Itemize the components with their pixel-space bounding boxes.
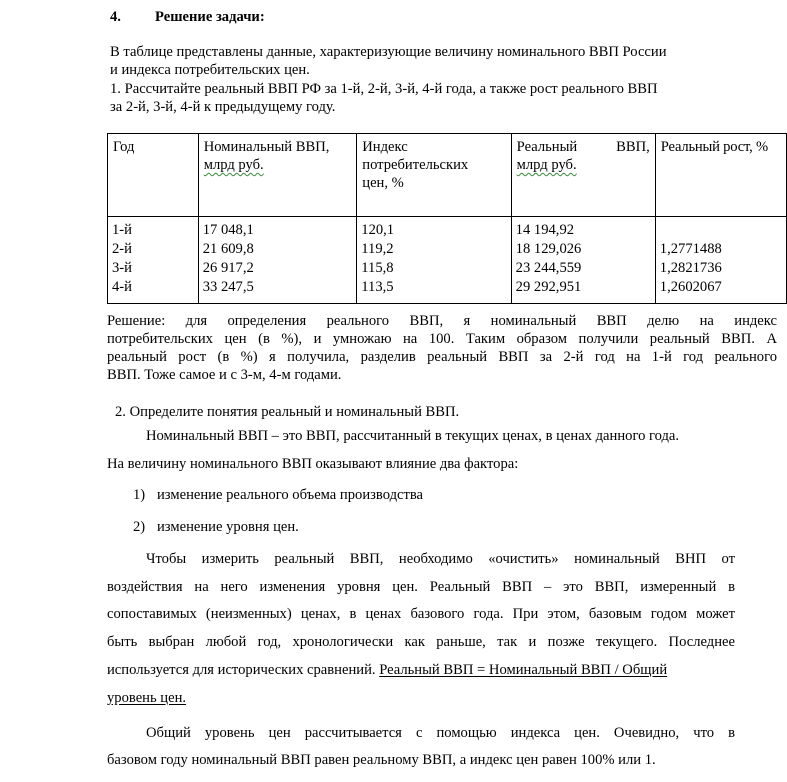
- last-line-2: базовом году номинальный ВВП равен реальному ВВП, а индекс цен равен 100% или 1.: [107, 752, 656, 768]
- col-nominal: 17 048,1 21 609,8 26 917,2 33 247,5: [198, 217, 357, 304]
- para-line-5: используется для исторических сравнений. Реальный ВВП = Номинальный ВВП / Общий: [107, 662, 668, 678]
- task2-p2: На величину номинального ВВП оказывают влияние два фактора:: [107, 456, 519, 472]
- para-line-2: воздействия на него изменения уровня цен. Реальный ВВП – это ВВП, измеренный в: [107, 579, 735, 595]
- header-real: Реальный ВВП, млрд руб.: [511, 134, 655, 217]
- para-line-3: сопоставимых (неизменных) ценах, в ценах базового года. При этом, базовым годом может: [107, 606, 735, 622]
- last-line-1: Общий уровень цен рассчитывается с помощью индекса цен. Очевидно, что в: [146, 725, 735, 741]
- task1-line-1: 1. Рассчитайте реальный ВВП РФ за 1-й, 2-й, 3-й, 4-й года, а также рост реального ВВП: [110, 81, 658, 97]
- intro-line-1: В таблице представлены данные, характеризующие величину номинального ВВП России: [110, 44, 667, 60]
- col-real: 14 194,92 18 129,026 23 244,559 29 292,951: [511, 217, 655, 304]
- formula-text: Реальный ВВП = Номинальный ВВП / Общий: [379, 662, 668, 678]
- para-line-6: уровень цен.: [107, 690, 187, 706]
- section-title: Решение задачи:: [155, 9, 265, 25]
- task2-title: 2. Определите понятия реальный и номинальный ВВП.: [115, 404, 460, 420]
- solution-line-1: Решение: для определения реального ВВП, я номинальный ВВП делю на индекс: [107, 313, 777, 329]
- col-growth: 1,2771488 1,2821736 1,2602067: [655, 217, 786, 304]
- para-line-4: быть выбран любой год, хронологически как раньше, так и позже текущего. Последнее: [107, 634, 735, 650]
- header-cpi: Индекс потребительских цен, %: [357, 134, 511, 217]
- solution-line-4: ВВП. Тоже самое и с 3-м, 4-м годами.: [107, 367, 342, 383]
- header-nominal: Номинальный ВВП, млрд руб.: [198, 134, 357, 217]
- section-number: 4.: [110, 9, 121, 25]
- header-year: Год: [108, 134, 199, 217]
- gdp-table: [107, 133, 787, 304]
- para-line-1: Чтобы измерить реальный ВВП, необходимо «очистить» номинальный ВНП от: [146, 551, 735, 567]
- list-item-1-number: 1): [133, 487, 146, 503]
- task1-line-2: за 2-й, 3-й, 4-й к предыдущему году.: [110, 99, 336, 115]
- intro-line-2: и индекса потребительских цен.: [110, 62, 310, 78]
- task2-p1: Номинальный ВВП – это ВВП, рассчитанный в текущих ценах, в ценах данного года.: [146, 428, 680, 444]
- list-item-2-number: 2): [133, 519, 146, 535]
- solution-line-2: потребительских цен (в %), и умножаю на 100. Таким образом получили реальный ВВП. А: [107, 331, 777, 347]
- list-item-1: изменение реального объема производства: [157, 487, 424, 503]
- col-years: 1-й 2-й 3-й 4-й: [108, 217, 199, 304]
- list-item-2: изменение уровня цен.: [157, 519, 299, 535]
- col-cpi: 120,1 119,2 115,8 113,5: [357, 217, 511, 304]
- table-header-row: [108, 134, 787, 217]
- header-growth: Реальный рост, %: [655, 134, 786, 217]
- solution-line-3: реальный рост (в %) я получила, разделив реальный ВВП за 2-й год на 1-й год реального: [107, 349, 777, 365]
- table-body-row: [108, 217, 787, 304]
